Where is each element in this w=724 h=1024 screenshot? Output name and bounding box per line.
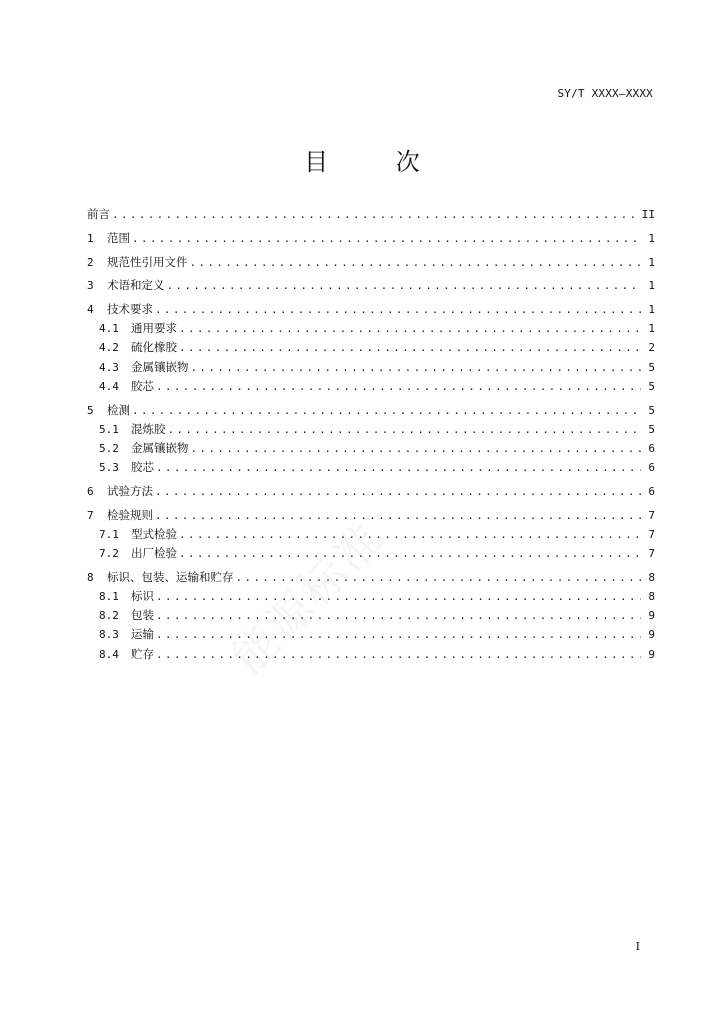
toc-entry[interactable] [87, 401, 655, 420]
toc-entry[interactable] [87, 205, 655, 224]
toc-dot-leader [190, 253, 642, 272]
toc-entry[interactable] [87, 606, 655, 625]
page-title: 目 次 [304, 148, 450, 176]
toc-entry-label: 术语和定义 [107, 278, 165, 293]
toc-entry-label: 通用要求 [131, 321, 177, 336]
toc-entry[interactable] [87, 587, 655, 606]
toc-entry-label: 标识、包装、运输和贮存 [107, 569, 234, 584]
toc-dot-leader [155, 300, 641, 319]
toc-entry-page: 1 [648, 255, 655, 269]
standard-code: SY/T XXXX—XXXX [557, 87, 653, 100]
toc-entry-number: 8.4 [99, 647, 119, 661]
toc-entry-label: 型式检验 [131, 526, 177, 541]
toc-entry-number: 4.3 [99, 360, 119, 374]
toc-entry-page: 7 [648, 547, 655, 561]
toc-entry-page: 7 [648, 527, 655, 541]
toc-entry-number: 8.2 [99, 609, 119, 623]
toc-entry-number: 7.2 [99, 547, 119, 561]
toc-entry-label: 硫化橡胶 [131, 340, 177, 355]
toc-entry-number: 8.1 [99, 590, 119, 604]
toc-entry-page: 7 [648, 508, 655, 522]
toc-entry-label: 金属镶嵌物 [131, 441, 189, 456]
toc-dot-leader [179, 525, 641, 544]
toc-entry-number: 6 [87, 484, 94, 498]
toc-dot-leader [156, 458, 641, 477]
toc-entry-label: 包装 [131, 608, 154, 623]
toc-entry[interactable] [87, 339, 655, 358]
toc-entry-number: 2 [87, 255, 94, 269]
toc-entry[interactable] [87, 319, 655, 338]
toc-entry-number: 7 [87, 508, 94, 522]
toc-entry-page: II [641, 207, 655, 221]
toc-entry-page: 6 [648, 442, 655, 456]
toc-entry[interactable] [87, 358, 655, 377]
toc-entry-label: 运输 [131, 627, 154, 642]
toc-entry-label: 技术要求 [107, 302, 153, 317]
toc-dot-leader [167, 276, 642, 295]
toc-entry-label: 胶芯 [131, 378, 154, 393]
toc-entry-label: 标识 [131, 589, 154, 604]
toc-entry-label: 范围 [107, 230, 130, 245]
toc-dot-leader [179, 338, 641, 357]
toc-entry-page: 1 [648, 231, 655, 245]
toc-entry-label: 金属镶嵌物 [131, 359, 189, 374]
toc-dot-leader [236, 568, 642, 587]
toc-entry[interactable] [87, 506, 655, 525]
toc-entry[interactable] [87, 276, 655, 295]
toc-entry[interactable] [87, 300, 655, 319]
toc-dot-leader [168, 420, 642, 439]
toc-entry-label: 规范性引用文件 [107, 254, 188, 269]
toc-entry-number: 8 [87, 570, 94, 584]
toc-entry[interactable] [87, 253, 655, 272]
toc-entry-page: 9 [648, 609, 655, 623]
toc-dot-leader [191, 358, 642, 377]
toc-entry[interactable] [87, 568, 655, 587]
toc-entry-number: 4.1 [99, 322, 119, 336]
toc-entry-page: 1 [648, 322, 655, 336]
toc-entry-page: 5 [648, 360, 655, 374]
toc-entry-number: 3 [87, 279, 94, 293]
toc-entry[interactable] [87, 525, 655, 544]
toc-dot-leader [191, 439, 642, 458]
toc-dot-leader [156, 587, 641, 606]
toc-entry[interactable] [87, 626, 655, 645]
toc-entry[interactable] [87, 439, 655, 458]
toc-entry[interactable] [87, 377, 655, 396]
toc-entry-number: 5 [87, 403, 94, 417]
toc-entry-page: 6 [648, 484, 655, 498]
toc-entry-number: 5.1 [99, 422, 119, 436]
toc-entry-page: 8 [648, 590, 655, 604]
toc-entry-number: 4.4 [99, 379, 119, 393]
toc-entry-page: 5 [648, 379, 655, 393]
toc-entry-number: 7.1 [99, 527, 119, 541]
toc-entry-page: 6 [648, 461, 655, 475]
toc-dot-leader [156, 606, 641, 625]
toc-entry[interactable] [87, 420, 655, 439]
toc-entry-page: 1 [648, 279, 655, 293]
toc-entry-label: 检测 [107, 402, 130, 417]
toc-dot-leader [179, 319, 641, 338]
toc-entry-label: 出厂检验 [131, 546, 177, 561]
toc-entry-number: 1 [87, 231, 94, 245]
toc-entry-number: 5.3 [99, 461, 119, 475]
table-of-contents [87, 205, 655, 664]
toc-entry-number: 4 [87, 303, 94, 317]
toc-entry-label: 试验方法 [107, 483, 153, 498]
toc-entry-label: 检验规则 [107, 507, 153, 522]
toc-entry-page: 1 [648, 303, 655, 317]
toc-entry-page: 5 [648, 403, 655, 417]
toc-entry[interactable] [87, 482, 655, 501]
toc-entry-label: 贮存 [131, 646, 154, 661]
toc-entry-number: 4.2 [99, 341, 119, 355]
toc-entry-label: 前言 [87, 206, 110, 221]
toc-entry[interactable] [87, 229, 655, 248]
toc-dot-leader [179, 544, 641, 563]
toc-dot-leader [156, 377, 641, 396]
toc-entry[interactable] [87, 544, 655, 563]
toc-entry-label: 胶芯 [131, 460, 154, 475]
toc-entry[interactable] [87, 458, 655, 477]
toc-entry-page: 5 [648, 422, 655, 436]
toc-entry-page: 9 [648, 647, 655, 661]
toc-dot-leader [156, 625, 641, 644]
toc-entry-page: 2 [648, 341, 655, 355]
page-number: I [635, 940, 640, 953]
toc-entry-label: 混炼胶 [131, 421, 166, 436]
toc-dot-leader [155, 506, 641, 525]
toc-entry-page: 8 [648, 570, 655, 584]
toc-dot-leader [112, 205, 640, 224]
toc-entry-number: 8.3 [99, 628, 119, 642]
toc-dot-leader [155, 482, 641, 501]
toc-entry[interactable] [87, 645, 655, 664]
toc-entry-number: 5.2 [99, 442, 119, 456]
toc-dot-leader [132, 401, 641, 420]
toc-dot-leader [156, 645, 641, 664]
toc-dot-leader [132, 229, 641, 248]
toc-entry-page: 9 [648, 628, 655, 642]
watermark: 能源标准 [222, 512, 395, 684]
